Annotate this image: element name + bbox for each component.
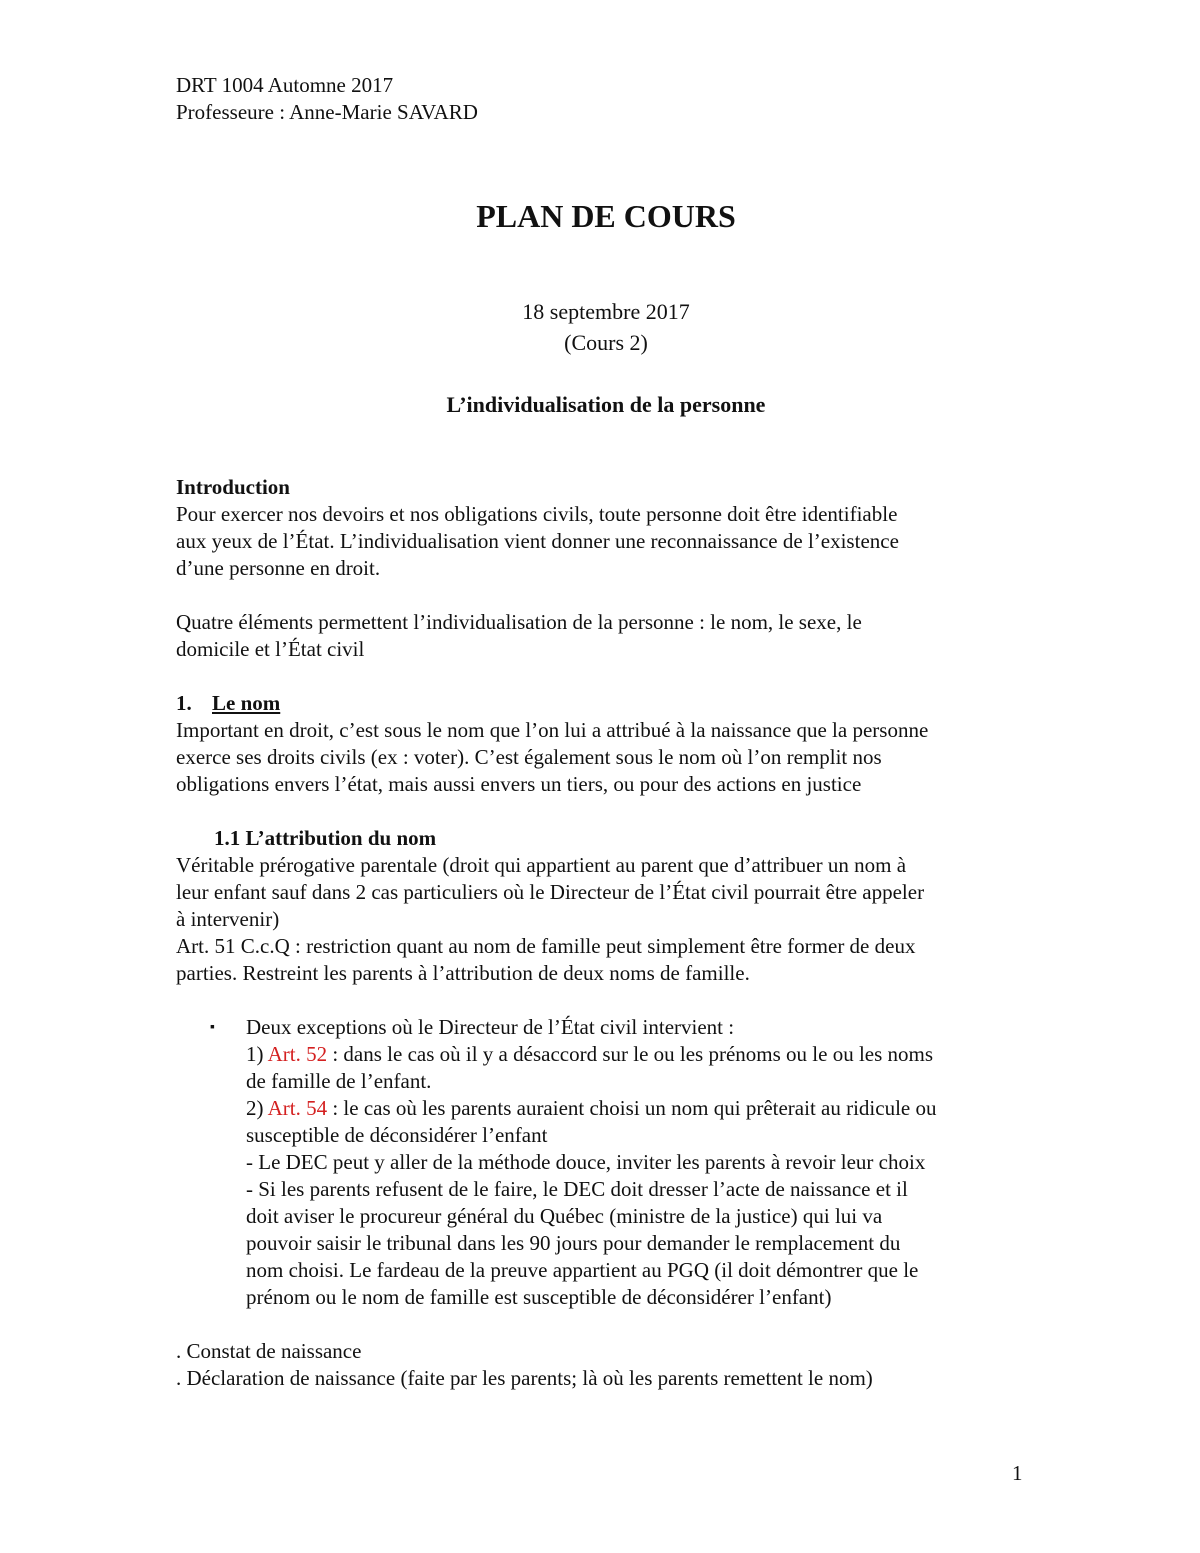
dash-item-1: - Le DEC peut y aller de la méthode douce, inviter les parents à revoir leur choix [246,1150,926,1174]
intro-line: Quatre éléments permettent l’individualisation de la personne : le nom, le sexe, le [176,610,862,634]
section-1-number: 1. [176,691,192,715]
section-1-1-line: leur enfant sauf dans 2 cas particuliers où le Directeur de l’État civil pourrait être appeler [176,880,925,904]
section-1-heading [176,690,1036,717]
intro-line: d’une personne en droit. [176,556,381,580]
date-block [176,296,1036,358]
spacer [176,663,1036,690]
closing-line: . Constat de naissance [176,1339,362,1363]
course-session: (Cours 2) [564,330,648,355]
spacer [176,1311,1036,1338]
exception-2-text: : le cas où les parents auraient choisi un nom qui prêterait au ridicule ou [327,1096,937,1120]
exception-2-continued: susceptible de déconsidérer l’enfant [246,1123,548,1147]
section-1-label: Le nom [212,691,281,715]
dash-item-2-line: pouvoir saisir le tribunal dans les 90 jours pour demander le remplacement du [246,1231,901,1255]
document-body [176,474,1036,1392]
dash-item-2-line: doit aviser le procureur général du Québec (ministre de la justice) qui lui va [246,1204,883,1228]
exception-1 [246,1041,1036,1068]
exceptions-list [176,1014,1036,1311]
course-code: DRT 1004 Automne 2017 [176,73,394,97]
section-1-line: Important en droit, c’est sous le nom que l’on lui a attribué à la naissance que la personne [176,718,929,742]
exception-2 [246,1095,1036,1122]
spacer [176,798,1036,825]
article-52-ref: Art. 52 [267,1042,328,1066]
dash-item-2-line: prénom ou le nom de famille est susceptible de déconsidérer l’enfant) [246,1285,832,1309]
course-date: 18 septembre 2017 [522,299,690,324]
article-54-ref: Art. 54 [267,1096,328,1120]
professor-name: Professeure : Anne-Marie SAVARD [176,100,478,124]
section-1-1-line: parties. Restreint les parents à l’attribution de deux noms de famille. [176,961,750,985]
exception-1-text: : dans le cas où il y a désaccord sur le ou les prénoms ou le ou les noms [327,1042,934,1066]
dash-item-2-line: - Si les parents refusent de le faire, le DEC doit dresser l’acte de naissance et il [246,1177,908,1201]
exception-2-prefix: 2) [246,1096,268,1120]
intro-line: aux yeux de l’État. L’individualisation vient donner une reconnaissance de l’existence [176,529,899,553]
exception-1-prefix: 1) [246,1042,268,1066]
section-1-1-line: Art. 51 C.c.Q : restriction quant au nom de famille peut simplement être former de deux [176,934,916,958]
dash-item-2-line: nom choisi. Le fardeau de la preuve appartient au PGQ (il doit démontrer que le [246,1258,919,1282]
section-1-1-heading: 1.1 L’attribution du nom [214,826,437,850]
section-1-line: obligations envers l’état, mais aussi envers un tiers, ou pour des actions en justice [176,772,862,796]
spacer [176,582,1036,609]
section-1-line: exerce ses droits civils (ex : voter). C’est également sous le nom où l’on remplit nos [176,745,882,769]
closing-line: . Déclaration de naissance (faite par les parents; là où les parents remettent le nom) [176,1366,873,1390]
square-bullet-icon: ▪ [210,1020,215,1035]
page-title: PLAN DE COURS [476,198,736,234]
intro-line: Pour exercer nos devoirs et nos obligations civils, toute personne doit être identifiable [176,502,898,526]
page-number: 1 [1012,1461,1023,1485]
intro-line: domicile et l’État civil [176,637,365,661]
section-1-1-line: Véritable prérogative parentale (droit qui appartient au parent que d’attribuer un nom à [176,853,907,877]
intro-heading: Introduction [176,475,290,499]
section-1-1-line: à intervenir) [176,907,280,931]
document-page [176,72,1036,1390]
exceptions-content [246,1014,1036,1311]
course-subtitle: L’individualisation de la personne [446,392,766,417]
exceptions-intro: Deux exceptions où le Directeur de l’État civil intervient : [246,1015,735,1039]
exception-1-continued: de famille de l’enfant. [246,1069,432,1093]
